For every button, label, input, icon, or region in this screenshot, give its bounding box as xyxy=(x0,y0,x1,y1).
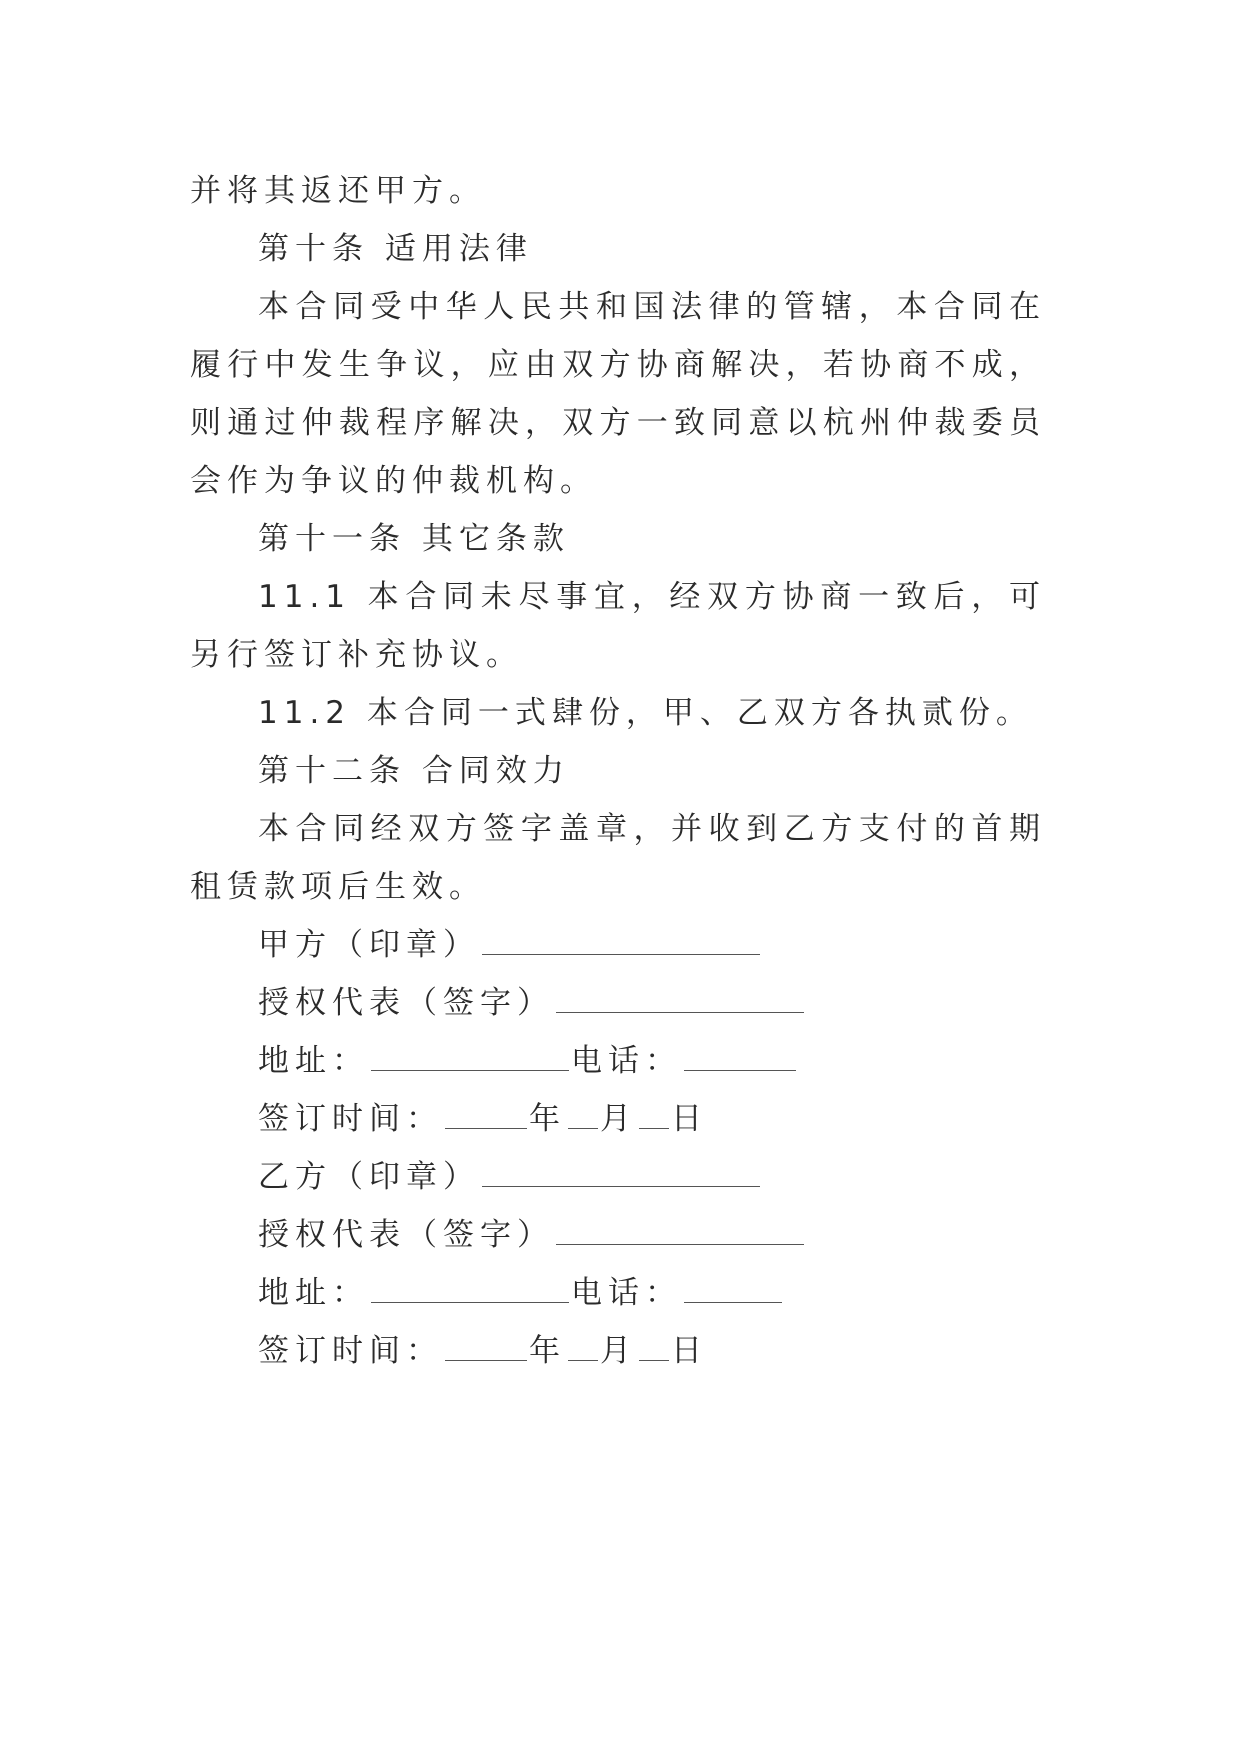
party-b-phone-label: 电话： xyxy=(571,1275,682,1311)
party-b-address-line xyxy=(190,1264,1046,1322)
heading-article-12: 第十二条 合同效力 xyxy=(258,753,570,789)
party-a-rep-label: 授权代表（签字） xyxy=(258,985,554,1021)
heading-article-10: 第十条 适用法律 xyxy=(258,231,533,267)
paragraph-applicable-law: 本合同受中华人民共和国法律的管辖，本合同在履行中发生争议，应由双方协商解决，若协商不成，则通过仲裁程序解决，双方一致同意以杭州仲裁委员会作为争议的仲裁机构。 xyxy=(190,289,1046,499)
party-a-address-line xyxy=(190,1032,1046,1090)
party-b-stamp-label: 乙方（印章） xyxy=(258,1159,480,1195)
party-b-year-blank xyxy=(445,1338,527,1361)
party-b-date-label: 签订时间： xyxy=(258,1333,443,1369)
party-a-date-line xyxy=(190,1090,1046,1148)
party-b-month-blank xyxy=(568,1338,598,1361)
party-b-phone-blank xyxy=(684,1280,782,1303)
party-b-rep-label: 授权代表（签字） xyxy=(258,1217,554,1253)
party-b-address-blank xyxy=(371,1280,569,1303)
party-b-stamp-line xyxy=(190,1148,1046,1206)
party-a-address-label: 地址： xyxy=(258,1043,369,1079)
party-b-month-label: 月 xyxy=(600,1333,637,1369)
party-b-address-label: 地址： xyxy=(258,1275,369,1311)
party-a-signature-block xyxy=(190,916,1046,1148)
paragraph-return-clause: 并将其返还甲方。 xyxy=(190,173,486,209)
party-b-signature-block xyxy=(190,1148,1046,1380)
party-a-day-blank xyxy=(639,1106,669,1129)
party-b-year-label: 年 xyxy=(529,1333,566,1369)
party-b-date-line xyxy=(190,1322,1046,1380)
party-a-date-label: 签订时间： xyxy=(258,1101,443,1137)
paragraph-clause-11-1: 11.1 本合同未尽事宜，经双方协商一致后，可另行签订补充协议。 xyxy=(190,579,1046,673)
paragraph-clause-11-2: 11.2 本合同一式肆份，甲、乙双方各执贰份。 xyxy=(258,695,1033,731)
party-a-phone-label: 电话： xyxy=(571,1043,682,1079)
party-a-stamp-line xyxy=(190,916,1046,974)
party-b-rep-blank xyxy=(556,1222,804,1245)
paragraph-effectiveness: 本合同经双方签字盖章，并收到乙方支付的首期租赁款项后生效。 xyxy=(190,811,1046,905)
heading-article-11: 第十一条 其它条款 xyxy=(258,521,570,557)
party-a-stamp-label: 甲方（印章） xyxy=(258,927,480,963)
party-b-stamp-blank xyxy=(482,1164,760,1187)
party-b-day-label: 日 xyxy=(671,1333,708,1369)
party-a-month-label: 月 xyxy=(600,1101,637,1137)
party-a-day-label: 日 xyxy=(671,1101,708,1137)
party-a-rep-blank xyxy=(556,990,804,1013)
party-a-year-blank xyxy=(445,1106,527,1129)
party-b-rep-line xyxy=(190,1206,1046,1264)
party-b-day-blank xyxy=(639,1338,669,1361)
party-a-rep-line xyxy=(190,974,1046,1032)
party-a-address-blank xyxy=(371,1048,569,1071)
party-a-year-label: 年 xyxy=(529,1101,566,1137)
party-a-phone-blank xyxy=(684,1048,796,1071)
party-a-stamp-blank xyxy=(482,932,760,955)
party-a-month-blank xyxy=(568,1106,598,1129)
contract-body xyxy=(190,162,1046,1380)
